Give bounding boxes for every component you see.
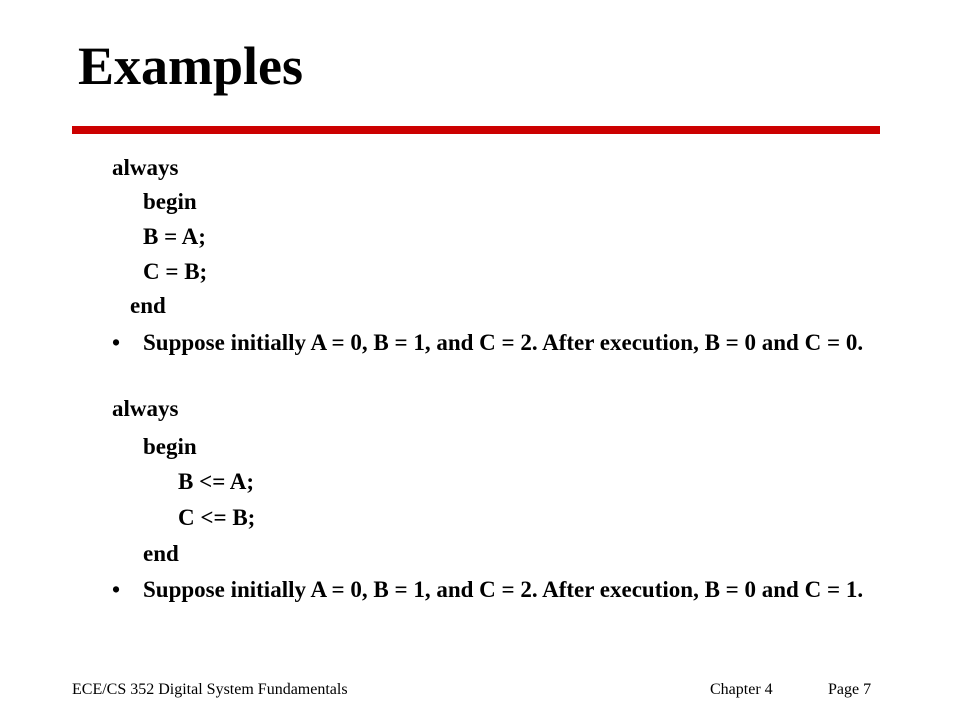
bullet-text: Suppose initially A = 0, B = 1, and C = 2. After execution, B = 0 and C = 1. [143, 577, 864, 602]
code-line-assign-c: C = B; [143, 259, 208, 284]
title-divider [72, 126, 880, 134]
bullet-icon: • [112, 577, 121, 602]
code-line-assign-b: B <= A; [178, 469, 255, 494]
slide-title: Examples [78, 36, 304, 96]
code-line-assign-c: C <= B; [178, 505, 256, 530]
code-line-assign-b: B = A; [143, 224, 206, 249]
code-line-always: always [112, 396, 179, 421]
code-line-always: always [112, 155, 179, 180]
bullet-item [112, 330, 912, 356]
bullet-icon: • [112, 330, 121, 355]
code-line-end: end [130, 293, 166, 318]
bullet-item [112, 577, 912, 603]
code-line-begin: begin [143, 189, 197, 214]
code-line-begin: begin [143, 434, 197, 459]
footer-chapter: Chapter 4 [710, 681, 773, 698]
footer-page-number: Page 7 [828, 681, 872, 698]
bullet-text: Suppose initially A = 0, B = 1, and C = 2. After execution, B = 0 and C = 0. [143, 330, 864, 355]
code-line-end: end [143, 541, 179, 566]
footer-course: ECE/CS 352 Digital System Fundamentals [72, 681, 348, 698]
